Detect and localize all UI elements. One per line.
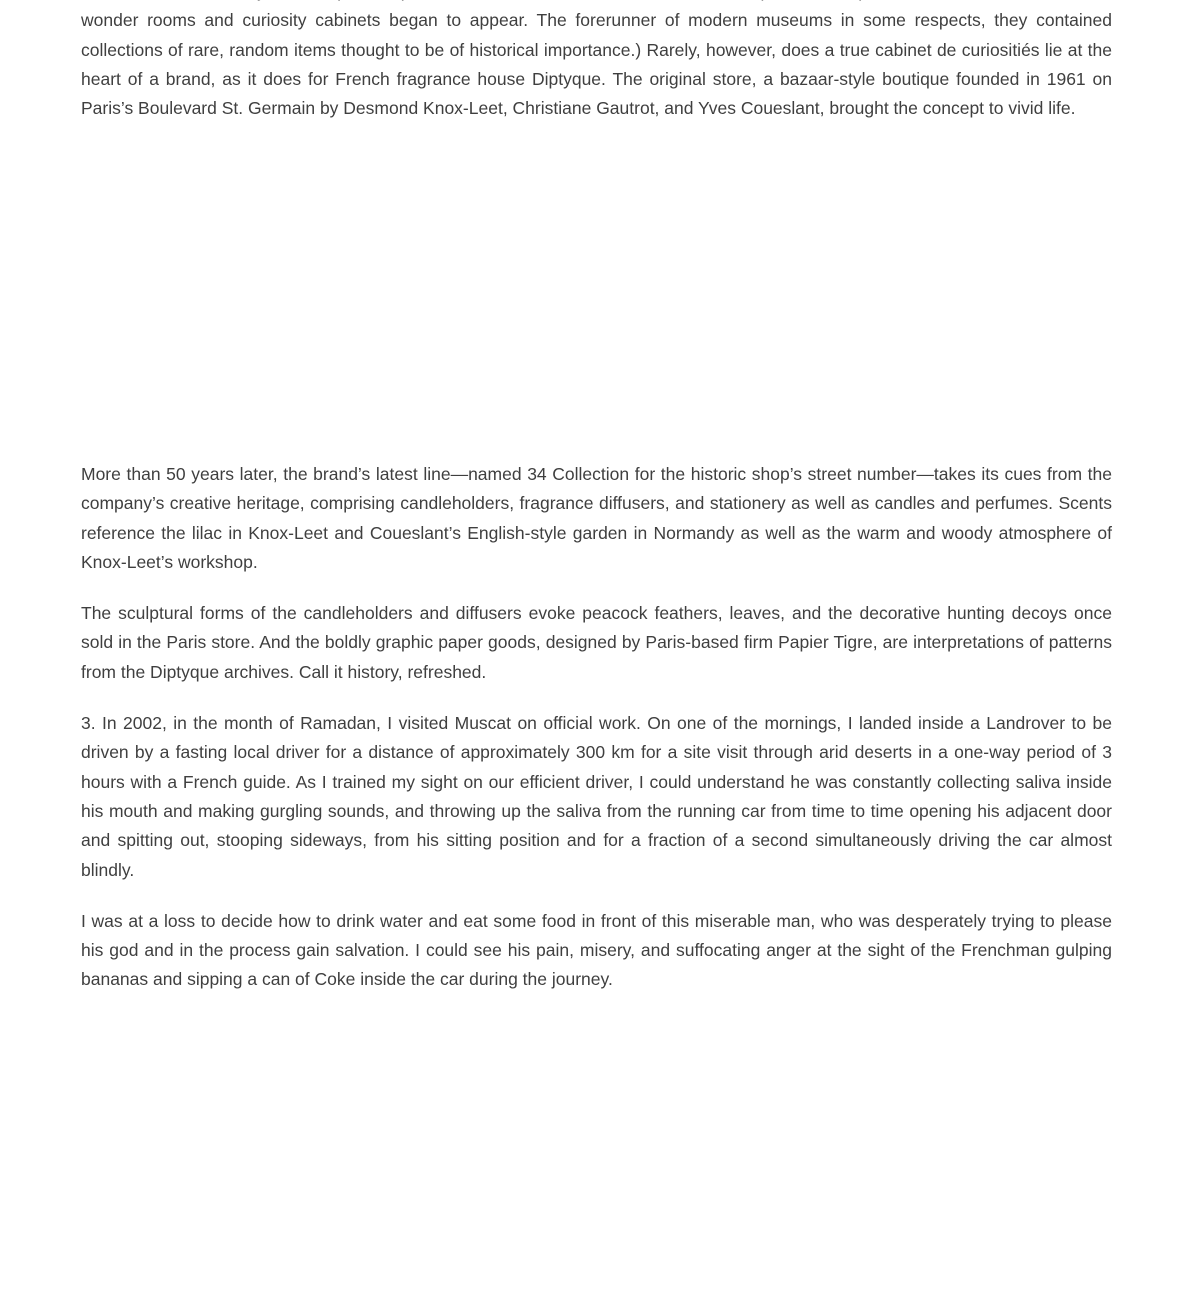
paragraph-34-collection: More than 50 years later, the brand’s latest line—named 34 Collection for the historic shop’s street number—takes its cues from the company’s creative heritage, comprising candleholders, fragrance diffusers, and stationery as well as candles and perfumes. Scents reference the lilac in Knox-Leet and Coueslant’s English-style garden in Normandy as well as the warm and woody atmosphere of Knox-Leet’s workshop. — [81, 464, 1112, 572]
paragraph-sculptural-forms: The sculptural forms of the candleholders and diffusers evoke peacock feathers, leaves, and the decorative hunting decoys once sold in the Paris store. And the boldly graphic paper goods, designed by Paris-based firm Papier Tigre, are interpretations of patterns from the Diptyque archives. Call it history, refreshed. — [81, 603, 1112, 682]
paragraph-driver-reflection: I was at a loss to decide how to drink water and eat some food in front of this miserable man, who was desperately trying to please his god and in the process gain salvation. I could see his pain, misery, and suffocating anger at the sight of the Frenchman gulping bananas and sipping a can of Coke inside the car during the journey. — [81, 910, 1112, 990]
article-body-section — [81, 460, 1112, 1017]
article-top-section — [81, 0, 1112, 145]
intro-paragraph: wonder rooms and curiosity cabinets began to appear. The forerunner of modern museums in some respects, they contained collections of rare, random items thought to be of historical importance.) Rarely, however, does a true cabinet de curiositiés lie at the heart of a brand, as it does for French fragrance house Diptyque. The original store, a bazaar-style boutique founded in 1961 on Paris’s Boulevard St. Germain by Desmond Knox-Leet, Christiane Gautrot, and Yves Coueslant, brought the concept to vivid life. — [81, 10, 1112, 119]
paragraph-muscat-visit: 3. In 2002, in the month of Ramadan, I visited Muscat on official work. On one of the mornings, I landed inside a Landrover to be driven by a fasting local driver for a distance of approximately 300 km for a site visit through arid deserts in a one-way period of 3 hours with a French guide. As I trained my sight on our efficient driver, I could understand he was constantly collecting saliva inside his mouth and making gurgling sounds, and throwing up the saliva from the running car from time to time opening his adjacent door and spitting out, stooping sideways, from his sitting position and for a fraction of a second simultaneously driving the car almost blindly. — [81, 713, 1112, 880]
